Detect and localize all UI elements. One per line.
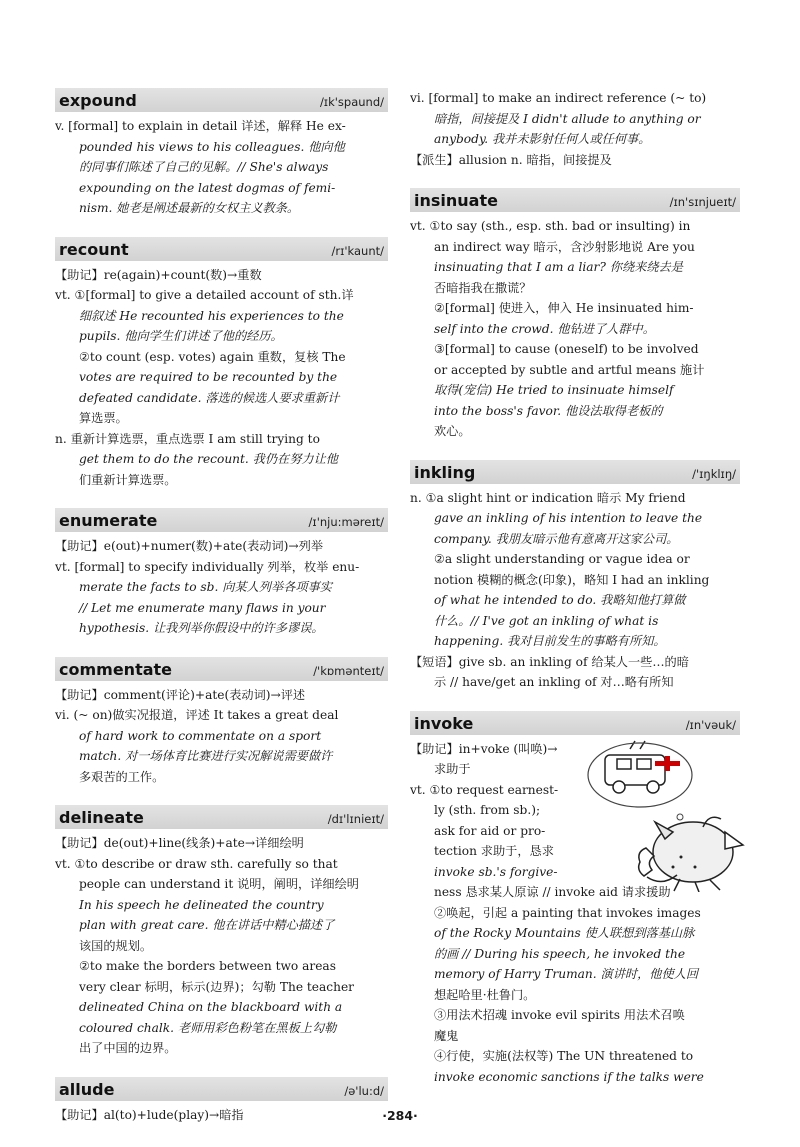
headword-bar (55, 237, 388, 261)
definition-line: ness 恳求某人原谅 // invoke aid 请求援助 (434, 885, 671, 899)
definition-line: of what he intended to do. 我略知他打算做 (434, 593, 686, 607)
headword: allude (59, 1079, 115, 1099)
definition-line: 魔鬼 (434, 1028, 459, 1043)
definition-line: 取得(宠信) He tried to insinuate himself (434, 383, 674, 397)
definition-line: 出了中国的边界。 (79, 1041, 177, 1055)
pronunciation: /ɪk'spaund/ (319, 95, 384, 109)
definition-line: vt. [formal] to specify individually 列举，枚举 enu- (55, 559, 360, 574)
definition-line: merate the facts to sb. 向某人列举各项事实 (79, 580, 332, 594)
definition-line: 什么。// I've got an inkling of what is (434, 613, 659, 628)
definition-line: hypothesis. 让我列举你假设中的许多谬误。 (79, 621, 324, 635)
headword-bar (410, 188, 740, 212)
definition-line: ③[formal] to cause (oneself) to be involved (434, 342, 699, 356)
mnemonic-line: 【助记】re(again)+count(数)→重数 (55, 267, 262, 282)
definition-line: insinuating that I am a liar? 你绕来绕去是 (434, 260, 683, 274)
definition-line: // Let me enumerate many flaws in your (79, 600, 326, 615)
entry-enumerate (55, 508, 388, 639)
headword: enumerate (59, 511, 158, 530)
definition-line: ②to count (esp. votes) again 重数，复核 The (79, 349, 346, 364)
pronunciation: /rɪ'kaunt/ (331, 243, 384, 258)
pronunciation: /dɪ'lɪnieɪt/ (327, 812, 384, 826)
headword: commentate (59, 659, 173, 679)
definition-line: ④行使，实施(法权等) The UN threatened to (434, 1049, 694, 1063)
definition-line: 细叙述 He recounted his experiences to the (79, 308, 344, 323)
pronunciation: /'ɪŋklɪŋ/ (692, 466, 736, 481)
definition-line: or accepted by subtle and artful means 施计 (434, 362, 705, 377)
derivative-line: 【派生】allusion n. 暗指，间接提及 (410, 152, 612, 167)
mnemonic-line: 【助记】al(to)+lude(play)→暗指 (55, 1107, 244, 1122)
definition-line: tection 求助于，恳求 (434, 844, 554, 858)
left-column (55, 88, 388, 1143)
entry-inkling (410, 460, 740, 693)
definition-line: n. 重新计算选票，重点选票 I am still trying to (55, 431, 320, 446)
headword: insinuate (414, 191, 498, 210)
entry-recount (55, 237, 388, 491)
definition-line: n. ①a slight hint or indication 暗示 My friend (410, 490, 686, 505)
entry-insinuate (410, 188, 740, 442)
headword: inkling (414, 462, 476, 482)
definition-line: 算选票。 (79, 411, 128, 425)
definition-line: defeated candidate. 落选的候选人要求重新计 (79, 390, 340, 405)
definition-line: invoke sb.'s forgive- (434, 864, 558, 879)
definition-line: get them to do the recount. 我仍在努力让他 (79, 452, 338, 466)
definition-line: vi. (~ on)做实况报道，评述 It takes a great deal (55, 708, 339, 722)
mnemonic-line: 【助记】comment(评论)+ate(表动词)→评述 (55, 687, 306, 702)
definition-line: 的同事们陈述了自己的见解。// She's always (79, 160, 329, 174)
mnemonic-line: 【助记】e(out)+numer(数)+ate(表动词)→列举 (55, 539, 324, 553)
definition-line: ②[formal] 使进入，伸入 He insinuated him- (434, 301, 694, 315)
headword-bar (55, 657, 388, 681)
definition-line: vt. ①to request earnest- (410, 782, 559, 797)
headword-bar (410, 460, 740, 484)
definition-line: 的画 // During his speech, he invoked the (434, 946, 686, 961)
definition-line: 欢心。 (434, 424, 471, 438)
pronunciation: /'kɒmənteɪt/ (313, 663, 384, 678)
definition-line: ②a slight understanding or vague idea or (434, 552, 690, 566)
definition-line: 否暗指我在撒谎？ (434, 280, 532, 295)
definition-line: gave an inkling of his intention to leave the (434, 511, 703, 525)
entry-expound (55, 88, 388, 219)
definition-line: ②唤起，引起 a painting that invokes images (434, 905, 701, 920)
definition-line: of the Rocky Mountains 使人联想到落基山脉 (434, 926, 695, 940)
definition-line: pounded his views to his colleagues. 他向他 (79, 139, 345, 154)
entry-delineate (55, 805, 388, 1059)
definition-line: v. [formal] to explain in detail 详述，解释 He ex- (55, 119, 346, 133)
entry-allude-continued (410, 88, 740, 170)
headword-bar (55, 805, 388, 829)
definition-line: people can understand it 说明，阐明，详细绘明 (79, 877, 359, 891)
mnemonic-line: 【助记】in+voke (叫唤)→ (410, 741, 558, 756)
headword-bar (410, 711, 740, 735)
definition-line: 多艰苦的工作。 (79, 769, 165, 784)
definition-line: vt. ①to describe or draw sth. carefully so that (55, 856, 338, 871)
definition-line: ask for aid or pro- (434, 823, 546, 838)
pronunciation: /ɪ'nju:məreɪt/ (308, 515, 384, 529)
definition-line: expounding on the latest dogmas of femi- (79, 180, 336, 195)
definition-line: 想起哈里·杜鲁门。 (434, 987, 536, 1002)
mnemonic-line: 【助记】de(out)+line(线条)+ate→详细绘明 (55, 836, 304, 850)
headword: invoke (414, 713, 474, 733)
definition-line: ly (sth. from sb.); (434, 803, 541, 817)
headword-bar (55, 508, 388, 532)
page-number: ·284· (382, 1108, 418, 1123)
definition-line: vi. [formal] to make an indirect reference (~ to) (410, 91, 707, 105)
pronunciation: /ə'lu:d/ (344, 1083, 384, 1098)
right-column (410, 88, 740, 1105)
definition-line: vt. ①[formal] to give a detailed account of sth.详 (55, 288, 354, 302)
definition-line: anybody. 我并未影射任何人或任何事。 (434, 132, 651, 146)
definition-line: happening. 我对目前发生的事略有所知。 (434, 634, 666, 648)
phrase-line: 示 // have/get an inkling of 对…略有所知 (434, 675, 674, 689)
definition-line: very clear 标明，标示(边界)；勾勒 The teacher (79, 979, 354, 994)
phrase-line: 【短语】give sb. an inkling of 给某人一些…的暗 (410, 654, 689, 669)
bird-calling-ambulance-illustration (585, 737, 745, 892)
definition-line: pupils. 他向学生们讲述了他的经历。 (79, 329, 283, 343)
definition-line: vt. ①to say (sth., esp. sth. bad or insulting) in (410, 219, 691, 233)
definition-line: In his speech he delineated the country (79, 897, 324, 912)
definition-line: 暗指，间接提及 I didn't allude to anything or (434, 111, 701, 126)
definition-line: ③用法术招魂 invoke evil spirits 用法术召唤 (434, 1008, 685, 1022)
definition-line: match. 对一场体育比赛进行实况解说需要做许 (79, 749, 333, 763)
definition-line: delineated China on the blackboard with a (79, 1000, 343, 1014)
definition-line: ②to make the borders between two areas (79, 959, 336, 973)
definition-line: company. 我朋友暗示他有意离开这家公司。 (434, 531, 679, 546)
definition-line: plan with great care. 他在讲话中精心描述了 (79, 918, 335, 932)
headword: delineate (59, 808, 144, 827)
headword: recount (59, 239, 129, 259)
pronunciation: /ɪn'sɪnjueɪt/ (669, 195, 736, 209)
definition-line: nism. 她老是阐述最新的女权主义教条。 (79, 201, 300, 215)
definition-line: memory of Harry Truman. 演讲时，他使人回 (434, 967, 699, 981)
mnemonic-line: 求助于 (434, 762, 471, 776)
definition-line: invoke economic sanctions if the talks were (434, 1069, 704, 1084)
entry-commentate (55, 657, 388, 788)
definition-line: 该国的规划。 (79, 938, 153, 953)
headword-bar (55, 88, 388, 112)
definition-line: coloured chalk. 老师用彩色粉笔在黑板上勾勒 (79, 1020, 337, 1035)
pronunciation: /ɪn'vəuk/ (685, 717, 736, 732)
definition-line: of hard work to commentate on a sport (79, 728, 322, 743)
definition-line: into the boss's favor. 他设法取得老板的 (434, 403, 663, 418)
definition-line: votes are required to be recounted by the (79, 370, 338, 384)
headword-bar (55, 1077, 388, 1101)
entry-invoke (410, 711, 740, 1088)
definition-line: notion 模糊的概念(印象)，略知 I had an inkling (434, 572, 710, 587)
definition-line: an indirect way 暗示，含沙射影地说 Are you (434, 239, 695, 254)
definition-line: self into the crowd. 他钻进了人群中。 (434, 321, 655, 336)
definition-line: 们重新计算选票。 (79, 472, 177, 487)
headword: expound (59, 91, 137, 110)
